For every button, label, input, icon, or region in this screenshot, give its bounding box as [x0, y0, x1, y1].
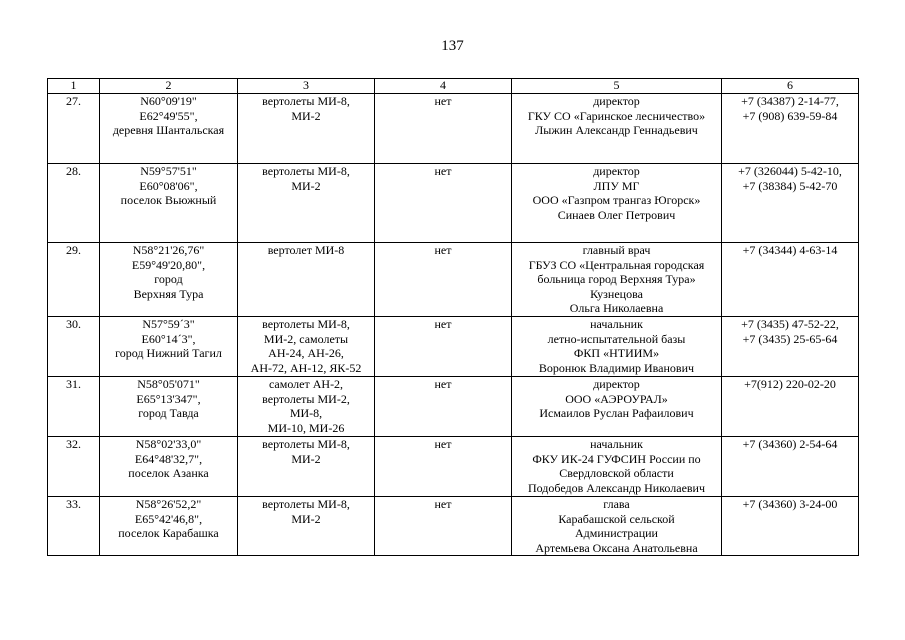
location-cell: [100, 316, 238, 376]
table-row: [48, 164, 859, 243]
aircraft-line: вертолеты МИ-8,: [262, 164, 350, 178]
contact-line: ГКУ СО «Гаринское лесничество»: [527, 108, 706, 123]
header-cell: 2: [100, 79, 238, 94]
contact-line: ФКП «НТИИМ»: [573, 346, 660, 361]
location-line: город Тавда: [138, 406, 199, 421]
row-number-cell: 29.: [48, 243, 100, 317]
header-row: [48, 79, 859, 94]
phone-cell: [722, 496, 859, 555]
location-line: E60°08'06",: [139, 178, 198, 193]
phone-line: +7 (908) 639-59-84: [742, 108, 838, 123]
row-number-cell: 27.: [48, 94, 100, 164]
aircraft-cell: [238, 94, 375, 164]
availability-cell: нет: [375, 164, 512, 243]
table-row: [48, 243, 859, 317]
availability-cell: нет: [375, 496, 512, 555]
location-line: N58°05'071": [137, 376, 200, 391]
location-line: деревня Шантальская: [112, 123, 225, 138]
row-number-cell: 32.: [48, 436, 100, 496]
contact-line: директор: [593, 376, 640, 391]
location-line: город Нижний Тагил: [115, 346, 222, 361]
table-row: [48, 436, 859, 496]
location-line: N58°21'26,76": [132, 243, 205, 257]
contact-line: Подобедов Александр Николаевич: [527, 480, 706, 495]
contact-line: директор: [593, 164, 640, 178]
location-line: город: [154, 272, 183, 287]
header-cell: 6: [722, 79, 859, 94]
location-cell: [100, 243, 238, 317]
aircraft-line: вертолеты МИ-8,: [262, 94, 350, 108]
aircraft-line: МИ-8,: [289, 406, 323, 421]
row-number-cell: 31.: [48, 376, 100, 436]
contact-cell: [512, 376, 722, 436]
contact-line: Лыжин Александр Геннадьевич: [535, 123, 698, 138]
location-line: N59°57'51": [140, 164, 197, 178]
contact-line: ЛПУ МГ: [593, 178, 640, 193]
location-cell: [100, 496, 238, 555]
contact-line: главный врач: [582, 243, 651, 257]
phone-cell: [722, 243, 859, 317]
location-line: N58°26'52,2": [135, 496, 202, 511]
contact-line: Администрации: [575, 526, 658, 541]
table-row: [48, 94, 859, 164]
contact-line: летно-испытательной базы: [547, 331, 686, 346]
availability-cell: нет: [375, 94, 512, 164]
availability-cell: нет: [375, 316, 512, 376]
row-number-cell: 30.: [48, 316, 100, 376]
location-line: Верхняя Тура: [133, 286, 204, 301]
location-line: E65°42'46,8",: [134, 511, 203, 526]
phone-line: +7 (34344) 4-63-14: [742, 243, 838, 257]
table-row: [48, 316, 859, 376]
aircraft-line: вертолеты МИ-8,: [262, 496, 350, 511]
location-line: E59°49'20,80",: [131, 257, 206, 272]
location-cell: [100, 436, 238, 496]
contact-cell: [512, 436, 722, 496]
header-cell: 3: [238, 79, 375, 94]
aircraft-line: АН-72, АН-12, ЯК-52: [250, 360, 362, 375]
phone-cell: [722, 94, 859, 164]
location-line: N57°59´3": [142, 316, 195, 331]
location-cell: [100, 94, 238, 164]
row-number-cell: 28.: [48, 164, 100, 243]
availability-cell: нет: [375, 376, 512, 436]
page-number: 137: [441, 38, 464, 54]
aircraft-line: самолет АН-2,: [268, 376, 344, 391]
aircraft-cell: [238, 316, 375, 376]
aircraft-line: МИ-2: [291, 511, 321, 526]
contact-line: Артемьева Оксана Анатольевна: [535, 540, 698, 555]
location-cell: [100, 376, 238, 436]
phone-line: +7 (38384) 5-42-70: [742, 178, 838, 193]
contact-line: ООО «АЭРОУРАЛ»: [565, 391, 668, 406]
phone-line: +7 (3435) 25-65-64: [742, 331, 838, 346]
contact-line: Синаев Олег Петрович: [557, 207, 676, 222]
phone-line: +7 (34360) 2-54-64: [742, 436, 838, 451]
contact-cell: [512, 243, 722, 317]
contact-line: Кузнецова: [590, 286, 643, 301]
airfield-table: [47, 78, 859, 556]
contact-cell: [512, 94, 722, 164]
phone-cell: [722, 436, 859, 496]
phone-line: +7(912) 220-02-20: [744, 376, 836, 391]
aircraft-line: вертолеты МИ-8,: [262, 316, 350, 331]
aircraft-cell: [238, 376, 375, 436]
phone-cell: [722, 164, 859, 243]
contact-line: Карабашской сельской: [558, 511, 675, 526]
table-row: [48, 376, 859, 436]
location-cell: [100, 164, 238, 243]
aircraft-line: МИ-2: [291, 178, 321, 193]
aircraft-cell: [238, 436, 375, 496]
header-cell: 1: [48, 79, 100, 94]
aircraft-line: МИ-2, самолеты: [263, 331, 349, 346]
contact-line: Ольга Николаевна: [569, 301, 664, 316]
aircraft-line: МИ-2: [291, 451, 321, 466]
phone-cell: [722, 376, 859, 436]
table-row: [48, 496, 859, 555]
aircraft-line: вертолеты МИ-8,: [262, 436, 350, 451]
location-line: E65°13'347",: [136, 391, 201, 406]
contact-cell: [512, 316, 722, 376]
contact-line: начальник: [590, 436, 643, 451]
contact-line: ГБУЗ СО «Центральная городская: [528, 257, 705, 272]
contact-cell: [512, 164, 722, 243]
header-cell: 4: [375, 79, 512, 94]
aircraft-line: вертолеты МИ-2,: [262, 391, 350, 406]
location-line: поселок Вьюжный: [120, 193, 217, 208]
contact-cell: [512, 496, 722, 555]
aircraft-cell: [238, 496, 375, 555]
phone-line: +7 (326044) 5-42-10,: [738, 164, 842, 178]
table-body: [48, 94, 859, 556]
aircraft-cell: [238, 164, 375, 243]
location-line: N60°09'19": [140, 94, 197, 108]
contact-line: больница город Верхняя Тура»: [537, 272, 696, 287]
phone-line: +7 (34360) 3-24-00: [742, 496, 838, 511]
contact-line: Свердловской области: [559, 466, 674, 481]
phone-line: +7 (3435) 47-52-22,: [741, 316, 839, 331]
location-line: E60°14´3",: [141, 331, 196, 346]
row-number-cell: 33.: [48, 496, 100, 555]
location-line: E62°49'55",: [139, 108, 198, 123]
location-line: N58°02'33,0": [135, 436, 202, 451]
contact-line: директор: [593, 94, 640, 108]
phone-cell: [722, 316, 859, 376]
location-line: поселок Карабашка: [118, 526, 219, 541]
header-cell: 5: [512, 79, 722, 94]
phone-line: +7 (34387) 2-14-77,: [741, 94, 839, 108]
location-line: E64°48'32,7",: [134, 451, 203, 466]
aircraft-cell: [238, 243, 375, 317]
availability-cell: нет: [375, 243, 512, 317]
aircraft-line: АН-24, АН-26,: [268, 346, 344, 361]
contact-line: ФКУ ИК-24 ГУФСИН России по: [532, 451, 701, 466]
availability-cell: нет: [375, 436, 512, 496]
contact-line: начальник: [590, 316, 643, 331]
aircraft-line: вертолет МИ-8: [267, 243, 345, 257]
contact-line: ООО «Газпром трангаз Югорск»: [532, 193, 701, 208]
contact-line: Исмаилов Руслан Рафаилович: [539, 406, 694, 421]
contact-line: Воронюк Владимир Иванович: [538, 360, 695, 375]
aircraft-line: МИ-10, МИ-26: [267, 420, 345, 435]
location-line: поселок Азанка: [128, 466, 209, 481]
contact-line: глава: [603, 496, 630, 511]
aircraft-line: МИ-2: [291, 108, 321, 123]
table-header: [48, 79, 859, 94]
